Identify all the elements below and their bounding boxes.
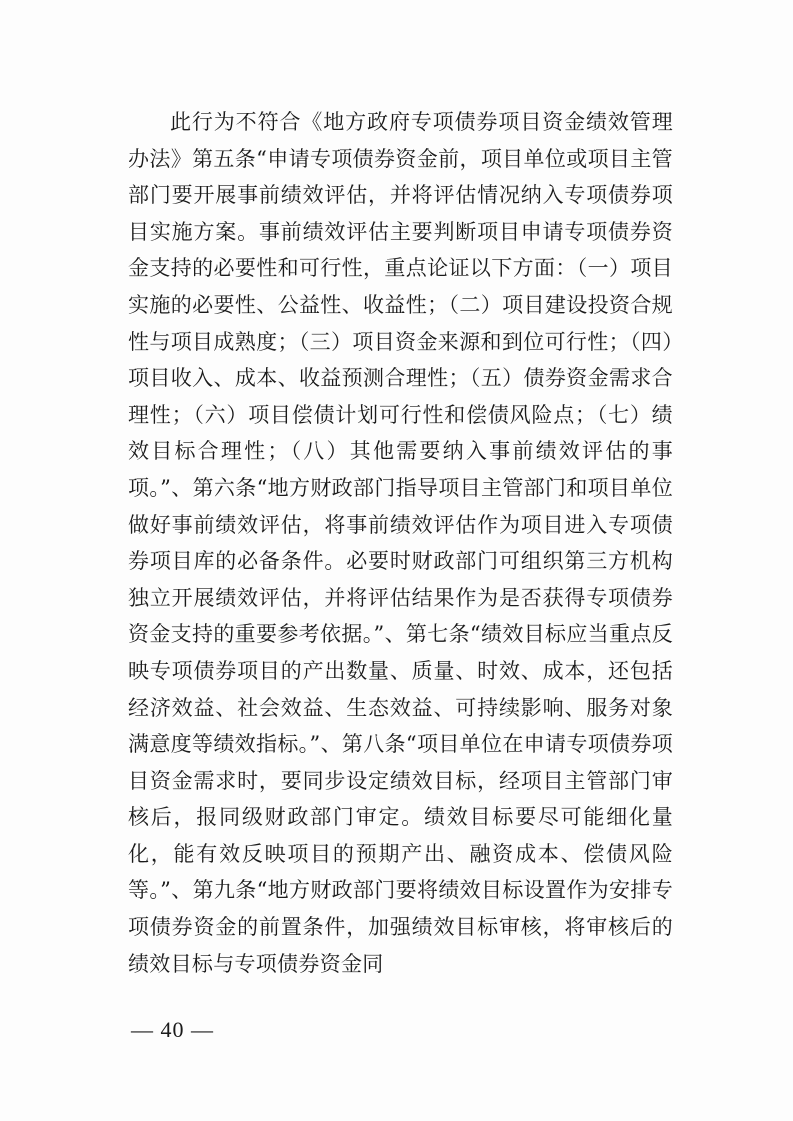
page-number: — 40 — (131, 1017, 214, 1042)
body-paragraph: 此行为不符合《地方政府专项债券项目资金绩效管理办法》第五条“申请专项债券资金前，项目单位或项目主管部门要开展事前绩效评估，并将评估情况纳入专项债券项目实施方案。事前绩效评估主要判断项目申请专项债券资金支持的必要性和可行性，重点论证以下方面：（一）项目实施的必要性、公益性、收益性；（二）项目建设投资合规性与项目成熟度；（三）项目资金来源和到位可行性；（四）项目收入、成本、收益预测合理性；（五）债券资金需求合理性；（六）项目偿债计划可行性和偿债风险点；（七）绩效目标合理性；（八）其他需要纳入事前绩效评估的事项。”、第六条“地方财政部门指导项目主管部门和项目单位做好事前绩效评估，将事前绩效评估作为项目进入专项债券项目库的必备条件。必要时财政部门可组织第三方机构独立开展绩效评估，并将评估结果作为是否获得专项债券资金支持的重要参考依据。”、第七条“绩效目标应当重点反映专项债券项目的产出数量、质量、时效、成本，还包括经济效益、社会效益、生态效益、可持续影响、服务对象满意度等绩效指标。”、第八条“项目单位在申请专项债券项目资金需求时，要同步设定绩效目标，经项目主管部门审核后，报同级财政部门审定。绩效目标要尽可能细化量化，能有效反映项目的预期产出、融资成本、偿债风险等。”、第九条“地方财政部门要将绩效目标设置作为安排专项债券资金的前置条件，加强绩效目标审核，将审核后的绩效目标与专项债券资金同 (128, 110, 673, 976)
